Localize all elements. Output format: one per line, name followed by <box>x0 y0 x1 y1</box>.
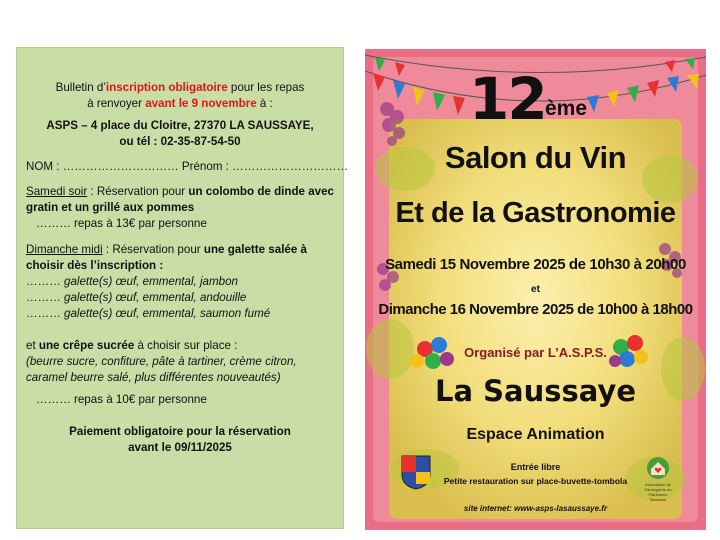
crepe-options: (beurre sucre, confiture, pâte à tartiner, crème citron, caramel beurre salé, plus différentes nouveautés) <box>26 355 297 384</box>
sunday-section <box>26 242 334 274</box>
saturday-price: ……… repas à 13€ par personne <box>36 217 207 230</box>
sunday-label: Dimanche midi <box>26 243 103 256</box>
saturday-text: : Réservation pour <box>87 185 189 198</box>
galette-option <box>26 274 334 290</box>
crepe-section <box>26 338 334 354</box>
form-intro <box>26 80 334 112</box>
sunday-text: à choisir dès l’inscription : <box>26 243 307 272</box>
sunday-menu: une galette salée <box>203 243 298 256</box>
payment-notice: Paiement obligatoire pour la réservation <box>69 425 291 438</box>
house-heart-icon <box>645 454 671 480</box>
galette-option <box>26 290 334 306</box>
intro-text: pour les repas <box>227 81 305 94</box>
crepe-text: à choisir sur place : <box>134 339 238 352</box>
poster-title: Salon du Vin <box>444 140 627 175</box>
services-info: Petite restauration sur place-buvette-tombola <box>443 476 628 486</box>
payment-deadline: avant le 09/11/2025 <box>128 441 232 454</box>
name-line: NOM : ………………………… Prénom : ………………………… <box>26 160 349 173</box>
date-separator: et <box>531 284 540 295</box>
address: ASPS – 4 place du Cloitre, 27370 LA SAUSSAYE, <box>46 119 314 132</box>
galette-label: galette(s) œuf, emmental, jambon <box>64 275 238 288</box>
town-crest-icon <box>401 454 431 490</box>
sunday-text: : Réservation pour <box>102 243 204 256</box>
galette-option <box>26 306 334 322</box>
galette-label: galette(s) œuf, emmental, saumon fumé <box>64 307 271 320</box>
poster-subtitle: Et de la Gastronomie <box>395 197 676 229</box>
intro-text: Bulletin d’ <box>55 81 106 94</box>
crepe-menu: une crêpe sucrée <box>38 339 135 352</box>
sunday-price: ……… repas à 10€ par personne <box>36 393 207 406</box>
fill-dots: ……… <box>26 275 65 288</box>
website: site internet: www-asps-lasaussaye.fr <box>463 504 608 513</box>
saturday-menu: un colombo de dinde avec gratin et un grillé aux pommes <box>26 185 334 214</box>
mandatory-highlight: inscription obligatoire <box>105 81 228 94</box>
saturday-label: Samedi soir <box>26 185 88 198</box>
city-name: La Saussaye <box>434 374 637 408</box>
registration-form <box>16 47 349 529</box>
venue: Espace Animation <box>466 426 605 443</box>
deadline-highlight: avant le 9 novembre <box>145 97 257 110</box>
edition-number: 12 <box>469 65 546 133</box>
fill-dots: ……… <box>26 291 65 304</box>
phone: ou tél : 02-35-87-54-50 <box>119 135 241 148</box>
date-saturday: Samedi 15 Novembre 2025 de 10h30 à 20h00 <box>385 256 686 273</box>
galette-label: galette(s) œuf, emmental, andouille <box>64 291 247 304</box>
event-poster <box>365 49 706 530</box>
association-logo <box>640 454 676 504</box>
galette-list <box>26 274 334 322</box>
crepe-text: et <box>26 339 39 352</box>
organizer: Organisé par L’A.S.P.S. <box>464 345 607 360</box>
edition-ordinal: ème <box>545 97 588 120</box>
fill-dots: ……… <box>26 307 65 320</box>
intro-text: à renvoyer <box>87 97 146 110</box>
date-sunday: Dimanche 16 Novembre 2025 de 10h00 à 18h00 <box>378 301 693 318</box>
association-logo-text: Association de Sauvegarde du Patrimoine Saussien <box>644 482 672 502</box>
entry-info: Entrée libre <box>510 462 561 472</box>
intro-text: à : <box>256 97 273 110</box>
saturday-section <box>26 184 334 216</box>
